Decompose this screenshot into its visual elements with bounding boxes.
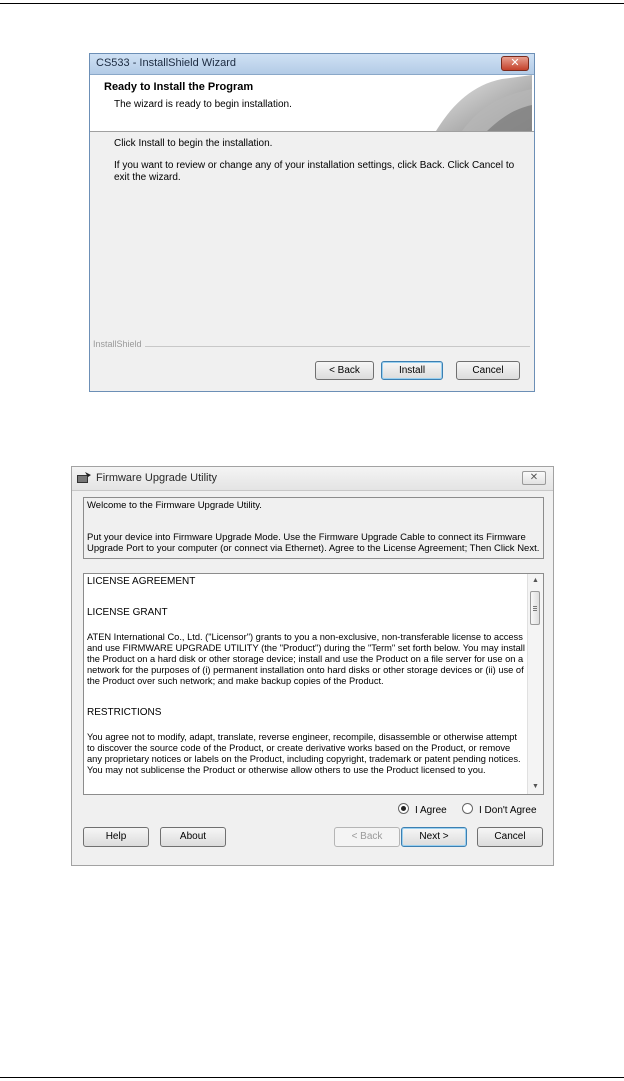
firmware-close-button[interactable]: ✕ — [522, 471, 546, 485]
installshield-brand-label: InstallShield — [93, 339, 145, 349]
installer-banner-graphic-icon — [432, 75, 532, 131]
scroll-thumb[interactable] — [530, 591, 540, 625]
installer-cancel-button[interactable]: Cancel — [456, 361, 520, 380]
installer-review-note: If you want to review or change any of your installation settings, click Back. Click Cancel to exit the wizard. — [114, 160, 515, 183]
license-agreement-textbox[interactable] — [83, 573, 544, 795]
installer-title-bar[interactable] — [90, 54, 534, 75]
disagree-radio-option[interactable] — [462, 803, 537, 816]
scroll-up-arrow-icon[interactable]: ▲ — [532, 577, 539, 584]
firmware-app-icon — [77, 472, 91, 484]
restrictions-heading: RESTRICTIONS — [87, 707, 162, 718]
installer-window-title: CS533 - InstallShield Wizard — [96, 57, 237, 69]
help-button[interactable]: Help — [83, 827, 149, 847]
agree-radio-icon[interactable] — [398, 803, 409, 814]
installer-back-button[interactable]: < Back — [315, 361, 374, 380]
page-bottom-rule — [0, 1077, 624, 1078]
license-scrollbar[interactable] — [527, 574, 543, 794]
about-button[interactable]: About — [160, 827, 226, 847]
disagree-radio-icon[interactable] — [462, 803, 473, 814]
license-grant-text: ATEN International Co., Ltd. ("Licensor") grants to you a non-exclusive, non-transferable license to access and use FIRMWARE UPGRADE UTILITY (the "Product") during the "Term" set forth below. You may install the Product on a hard disk or other storage device; install and use the Product on a file server for use on a network for the purposes of (i) permanent installation onto hard disks or other storage devices or (ii) use of the Product over such network; and make backup copies of the Product. — [87, 632, 525, 686]
firmware-upgrade-window — [71, 466, 554, 866]
agree-label: I Agree — [415, 805, 447, 816]
installer-heading: Ready to Install the Program — [104, 81, 254, 93]
firmware-title-bar[interactable] — [72, 467, 553, 491]
installshield-wizard-window — [89, 53, 535, 392]
license-text — [87, 576, 527, 776]
firmware-welcome-text: Welcome to the Firmware Upgrade Utility. — [87, 500, 262, 511]
installer-brand-divider — [94, 346, 530, 347]
installer-instruction: Click Install to begin the installation. — [114, 138, 273, 149]
installer-close-button[interactable]: ✕ — [501, 56, 529, 71]
installer-subheading: The wizard is ready to begin installation. — [114, 99, 292, 110]
license-grant-heading: LICENSE GRANT — [87, 607, 168, 618]
page-top-rule — [0, 3, 624, 4]
agree-radio-option[interactable] — [398, 803, 447, 816]
scroll-down-arrow-icon[interactable]: ▼ — [532, 783, 539, 790]
installer-install-button[interactable]: Install — [381, 361, 443, 380]
installer-header-banner — [90, 75, 534, 132]
firmware-intro-panel — [83, 497, 544, 559]
license-agreement-heading: LICENSE AGREEMENT — [87, 576, 196, 587]
disagree-label: I Don't Agree — [479, 805, 537, 816]
firmware-cancel-button[interactable]: Cancel — [477, 827, 543, 847]
restrictions-text: You agree not to modify, adapt, translate, reverse engineer, recompile, disassemble or otherwise attempt to discover the source code of the Product, or create derivative works based on the Product, or remove any proprietary notices or labels on the Product, including copyright, trademark or patent pending notices. You may not sublicense the Product or otherwise allow others to use the Product licensed to you. — [87, 732, 521, 775]
firmware-instructions-text: Put your device into Firmware Upgrade Mode. Use the Firmware Upgrade Cable to connect its Firmware Upgrade Port to your computer (or connect via Ethernet). Agree to the License Agreement; Then Click Next. — [87, 532, 540, 554]
firmware-back-button[interactable]: < Back — [334, 827, 400, 847]
firmware-window-title: Firmware Upgrade Utility — [96, 472, 218, 484]
next-button[interactable]: Next > — [401, 827, 467, 847]
